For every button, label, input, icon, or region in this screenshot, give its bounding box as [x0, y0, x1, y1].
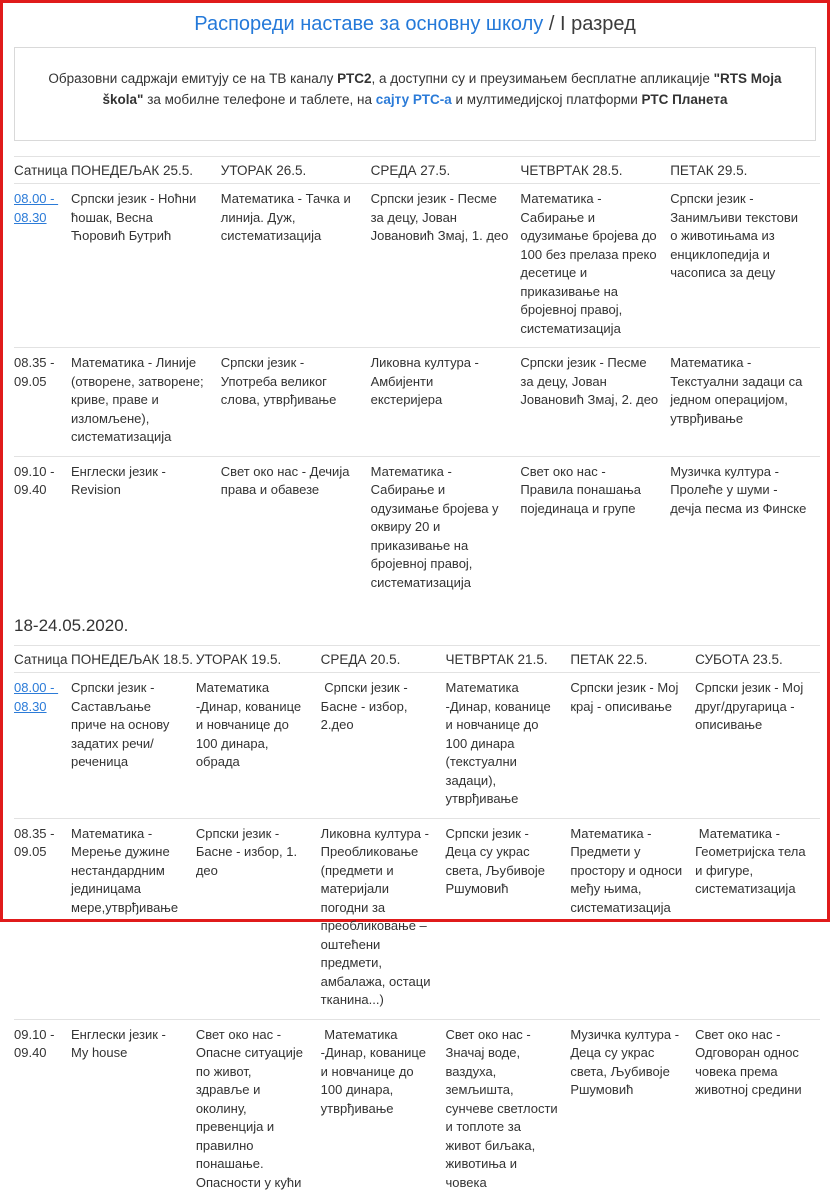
time-cell [14, 456, 71, 601]
header-monday: ПОНЕДЕЉАК 25.5. [71, 157, 221, 184]
page-title [3, 3, 827, 44]
header-tuesday: УТОРАК 26.5. [221, 157, 371, 184]
header-wednesday: СРЕДА 20.5. [321, 646, 446, 673]
lesson-cell: Српски језик - Занимљиви текстови о животињама из енциклопедија и часописа за децу [670, 184, 820, 348]
lesson-cell: Свет око нас - Правила понашања појединаца и групе [520, 463, 645, 516]
page-title-link[interactable]: Распореди наставе за основну школу [194, 13, 544, 35]
lesson-cell: Српски језик - Песме за децу, Јован Јовановић Змај, 1. део [371, 184, 521, 348]
rts-site-link[interactable]: сајту РТС-а [375, 92, 452, 107]
lesson-cell: Математика - Мерење дужине нестандардним јединицама мере,утврђивање [71, 818, 196, 1019]
header-friday: ПЕТАК 22.5. [570, 646, 695, 673]
lesson-cell: Математика - Геометријска тела и фигуре, систематизација [695, 818, 820, 1019]
header-time: Сатница [14, 646, 71, 673]
lesson-cell: Ликовна култура - Амбијенти екстеријера [371, 348, 521, 457]
lesson-cell: Српски језик - Песме за децу, Јован Јовановић Змај, 2. део [520, 348, 670, 457]
header-thursday: ЧЕТВРТАК 28.5. [520, 157, 670, 184]
lesson-cell: Музичка култура - Деца су украс света, Љубивоје Ршумовић [570, 1026, 683, 1097]
lesson-cell: Српски језик - Састављање приче на основу задатих речи/реченица [71, 673, 196, 819]
lesson-cell: Свет око нас - Значај воде, ваздуха, земљишта, сунчеве светлости и топлоте за живот биљака, животиња и човека [445, 1026, 562, 1190]
lesson-cell: Музичка култура - Пролеће у шуми - дечја песма из Финске [670, 463, 807, 516]
time-slot-label: 09.10 - 09.40 [14, 463, 59, 497]
page-title-suffix: / I разред [543, 13, 636, 35]
time-cell [14, 348, 71, 457]
lesson-cell: Српски језик - Мој крај - описивање [570, 673, 695, 819]
lesson-cell: Математика -Динар, кованице и новчанице до 100 динара, обрада [196, 673, 321, 819]
lesson-cell: Математика - Текстуални задаци са једном операцијом, утврђивање [670, 348, 820, 457]
table-row [14, 818, 820, 1019]
table-header-row [14, 157, 820, 184]
header-monday: ПОНЕДЕЉАК 18.5. [71, 646, 196, 673]
time-cell [14, 184, 71, 348]
schedule-table-week-18-24 [14, 645, 820, 1201]
lesson-cell: Математика - Предмети у простору и односи међу њима, систематизација [570, 818, 695, 1019]
time-slot-label: 08.35 - 09.05 [14, 825, 59, 859]
table-row [14, 456, 820, 601]
time-cell [14, 818, 71, 1019]
lesson-cell: Свет око нас - Дечија права и обавезе [220, 463, 354, 497]
header-saturday: СУБОТА 23.5. [695, 646, 820, 673]
lesson-cell: Српски језик - Басне - избор, 1. део [196, 818, 321, 1019]
time-cell [14, 673, 71, 819]
lesson-cell: Свет око нас - Одговоран однос човека према животној средини [695, 1026, 803, 1097]
lesson-cell: Математика -Динар, кованице и новчанице до 100 динара, утврђивање [320, 1026, 430, 1116]
lesson-cell: Математика -Динар, кованице и новчанице до 100 динара (текстуални задаци), утврђивање [445, 673, 570, 819]
lesson-cell: Српски језик - Употреба великог слова, утврђивање [221, 348, 371, 457]
info-text: Образовни садржаји емитују се на ТВ каналу [48, 71, 338, 86]
info-text: и мултимедијској платформи [451, 92, 642, 107]
lesson-cell: Математика - Сабирање и одузимање бројева у оквиру 20 и приказивање на бројевној правој, систематизација [370, 463, 503, 590]
time-slot-label: 08.35 - 09.05 [14, 355, 59, 389]
time-slot-link[interactable]: 08.00 - 08.30 [14, 191, 59, 225]
table-row [14, 184, 820, 348]
time-slot-link[interactable]: 08.00 - 08.30 [14, 680, 59, 714]
lesson-cell: Математика - Тачка и линија. Дуж, систематизација [221, 184, 371, 348]
lesson-cell: Српски језик - Басне - избор, 2.део [321, 673, 446, 819]
table-row [14, 348, 820, 457]
table-row [14, 1019, 820, 1201]
broadcast-info-box [14, 47, 816, 141]
header-friday: ПЕТАК 29.5. [670, 157, 820, 184]
header-thursday: ЧЕТВРТАК 21.5. [445, 646, 570, 673]
lesson-cell: Ликовна култура - Преобликовање (предмети и материјали погодни за преобликовање – оштећени предмети, амбалажа, остаци тканина...) [321, 818, 446, 1019]
time-slot-label: 09.10 - 09.40 [14, 1026, 59, 1060]
lesson-cell: Српски језик - Деца су украс света, Љубивоје Ршумовић [445, 818, 570, 1019]
time-cell [14, 1019, 71, 1201]
lesson-cell: Српски језик - Ноћни ћошак, Весна Ћоровић Бутрић [71, 184, 221, 348]
info-text: за мобилне телефоне и таблете, на [143, 92, 376, 107]
header-wednesday: СРЕДА 27.5. [371, 157, 521, 184]
table-header-row [14, 646, 820, 673]
schedule-table-week-25-29 [14, 156, 820, 601]
platform-name: РТС Планета [641, 92, 728, 107]
lesson-cell: Свет око нас - Опасне ситуације по живот, здравље и околину, превенција и правилно понашање. Опасности у кући [195, 1026, 307, 1190]
header-tuesday: УТОРАК 19.5. [196, 646, 321, 673]
lesson-cell: Енглески језик - My house [71, 1026, 170, 1060]
lesson-cell: Енглески језик - Revision [71, 463, 174, 497]
lesson-cell: Српски језик - Мој друг/другарица - описивање [695, 673, 820, 819]
channel-name: РТС2 [337, 71, 372, 86]
app-name: "RTS Moja škola" [102, 71, 786, 107]
week-range-heading: 18-24.05.2020. [14, 616, 129, 635]
table-row [14, 673, 820, 819]
info-text: , а доступни су и преузимањем бесплатне апликације [371, 71, 714, 86]
lesson-cell: Математика - Сабирање и одузимање бројева до 100 без прелаза преко десетице и приказивање на бројевној правој, систематизација [520, 184, 670, 348]
header-time: Сатница [14, 157, 71, 184]
lesson-cell: Математика - Линије (отворене, затворене; криве, праве и изломљене), систематизација [71, 348, 221, 457]
